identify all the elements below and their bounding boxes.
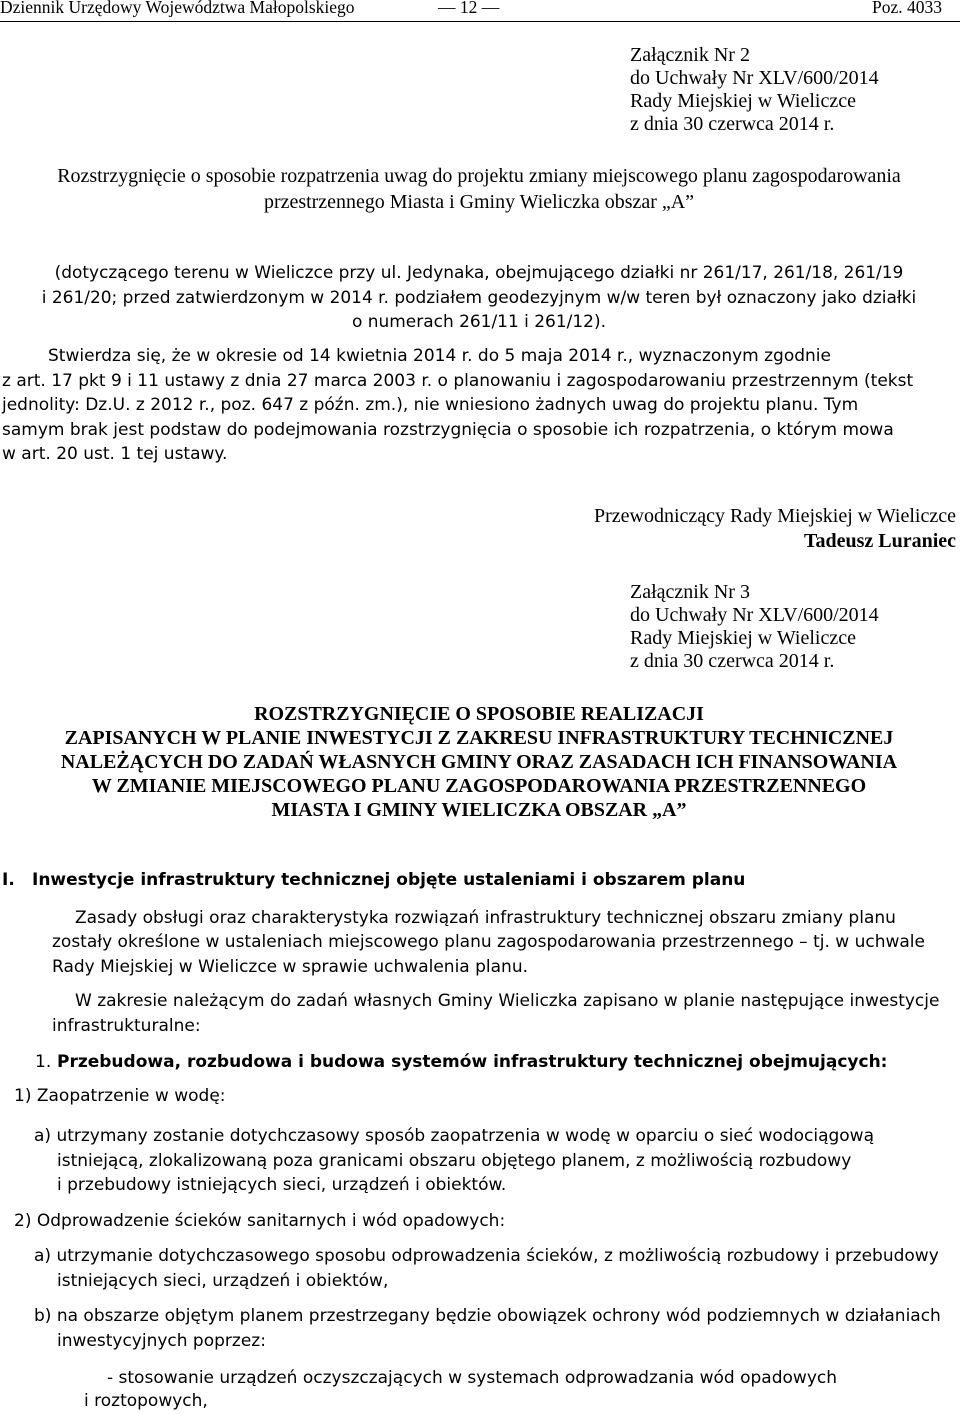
- section1-number: I.: [2, 870, 15, 890]
- section1-para1-line: zostały określone w ustaleniach miejscowego planu zagospodarowania przestrzennego – tj. w uchwale: [52, 932, 925, 952]
- annex2-line: Rady Miejskiej w Wieliczce: [630, 90, 856, 112]
- section1-para2-line: W zakresie należącym do zadań własnych Gminy Wieliczka zapisano w planie następujące inwestycje: [75, 991, 940, 1011]
- sub2-b-line: inwestycyjnych poprzez:: [57, 1331, 266, 1351]
- resolution2-title-line: NALEŻĄCYCH DO ZADAŃ WŁASNYCH GMINY ORAZ ZASADACH ICH FINANSOWANIA: [60, 751, 898, 773]
- position-number: Poz. 4033: [872, 0, 942, 17]
- annex3-line: Rady Miejskiej w Wieliczce: [630, 627, 856, 649]
- section1-para1-line: Zasady obsługi oraz charakterystyka rozwiązań infrastruktury technicznej obszaru zmiany planu: [75, 908, 896, 928]
- annex3-line: z dnia 30 czerwca 2014 r.: [630, 650, 835, 672]
- annex3-line: do Uchwały Nr XLV/600/2014: [630, 604, 879, 626]
- resolution2-title-line: MIASTA I GMINY WIELICZKA OBSZAR „A”: [271, 799, 687, 821]
- journal-title: Dziennik Urzędowy Województwa Małopolskiego: [0, 0, 355, 17]
- sub1-a-line: a) utrzymany zostanie dotychczasowy sposób zaopatrzenia w wodę w oparciu o sieć wodociągową: [34, 1126, 875, 1146]
- resolution1-subtitle-line2: i 261/20; przed zatwierdzonym w 2014 r. podziałem geodezyjnym w/w teren był oznaczony jako działki: [41, 288, 917, 308]
- sub2-a-line: a) utrzymanie dotychczasowego sposobu odprowadzenia ścieków, z możliwością rozbudowy i przebudowy: [34, 1246, 939, 1266]
- dash1-line: - stosowanie urządzeń oczyszczających w systemach odprowadzania wód opadowych: [107, 1368, 837, 1388]
- sub1-a-line: i przebudowy istniejących sieci, urządzeń i obiektów.: [57, 1175, 507, 1195]
- resolution2-title-line: ROZSTRZYGNIĘCIE O SPOSOBIE REALIZACJI: [254, 703, 704, 725]
- point1-text: Przebudowa, rozbudowa i budowa systemów infrastruktury technicznej obejmujących:: [57, 1052, 888, 1072]
- annex2-line: Załącznik Nr 2: [630, 44, 750, 66]
- page-number: — 12 —: [438, 0, 500, 17]
- sub2-b-line: b) na obszarze objętym planem przestrzegany będzie obowiązek ochrony wód podziemnych w działaniach: [34, 1306, 941, 1326]
- resolution1-body-line: z art. 17 pkt 9 i 11 ustawy z dnia 27 marca 2003 r. o planowaniu i zagospodarowaniu przestrzennym (tekst: [2, 371, 914, 391]
- resolution1-subtitle-line1: (dotyczącego terenu w Wieliczce przy ul. Jedynaka, obejmującego działki nr 261/17, 261/18, 261/19: [54, 263, 904, 283]
- annex3-line: Załącznik Nr 3: [630, 581, 750, 603]
- resolution1-subtitle-line3: o numerach 261/11 i 261/12).: [352, 312, 606, 332]
- resolution1-title-line1: Rozstrzygnięcie o sposobie rozpatrzenia uwag do projektu zmiany miejscowego planu zagospodarowania: [57, 165, 901, 187]
- annex2-line: do Uchwały Nr XLV/600/2014: [630, 67, 879, 89]
- annex2-block: [630, 44, 879, 136]
- resolution1-body-line: Stwierdza się, że w okresie od 14 kwietnia 2014 r. do 5 maja 2014 r., wyznaczonym zgodnie: [48, 346, 831, 366]
- dash1-line: i roztopowych,: [84, 1391, 208, 1411]
- annex2-line: z dnia 30 czerwca 2014 r.: [630, 113, 835, 135]
- resolution1-body-line: jednolity: Dz.U. z 2012 r., poz. 647 z późn. zm.), nie wniesiono żadnych uwag do projektu planu. Tym: [2, 395, 859, 415]
- sub1-a-line: istniejącą, zlokalizowaną poza granicami obszaru objętego planem, z możliwością rozbudowy: [57, 1151, 852, 1171]
- resolution1-body-line: w art. 20 ust. 1 tej ustawy.: [2, 444, 228, 464]
- signature-role: Przewodniczący Rady Miejskiej w Wieliczce: [593, 505, 956, 527]
- section1-heading: Inwestycje infrastruktury technicznej objęte ustaleniami i obszarem planu: [32, 870, 746, 890]
- point1-number: 1.: [35, 1052, 52, 1072]
- annex3-block: [630, 581, 879, 673]
- signature-name: Tadeusz Luraniec: [803, 530, 956, 552]
- resolution2-title-line: W ZMIANIE MIEJSCOWEGO PLANU ZAGOSPODAROWANIA PRZESTRZENNEGO: [91, 775, 867, 797]
- section1-para2-line: infrastrukturalne:: [52, 1016, 201, 1036]
- section1-para1-line: Rady Miejskiej w Wieliczce w sprawie uchwalenia planu.: [52, 957, 528, 977]
- sub2-label: 2) Odprowadzenie ścieków sanitarnych i wód opadowych:: [14, 1211, 506, 1231]
- resolution2-title-line: ZAPISANYCH W PLANIE INWESTYCJI Z ZAKRESU INFRASTRUKTURY TECHNICZNEJ: [64, 727, 894, 749]
- resolution1-title-line2: przestrzennego Miasta i Gminy Wieliczka obszar „A”: [263, 191, 694, 213]
- sub2-a-line: istniejących sieci, urządzeń i obiektów,: [57, 1271, 389, 1291]
- resolution1-body-line: samym brak jest podstaw do podejmowania rozstrzygnięcia o sposobie ich rozpatrzenia, o którym mowa: [2, 420, 894, 440]
- header-rule: [0, 21, 960, 22]
- sub1-label: 1) Zaopatrzenie w wodę:: [14, 1086, 226, 1106]
